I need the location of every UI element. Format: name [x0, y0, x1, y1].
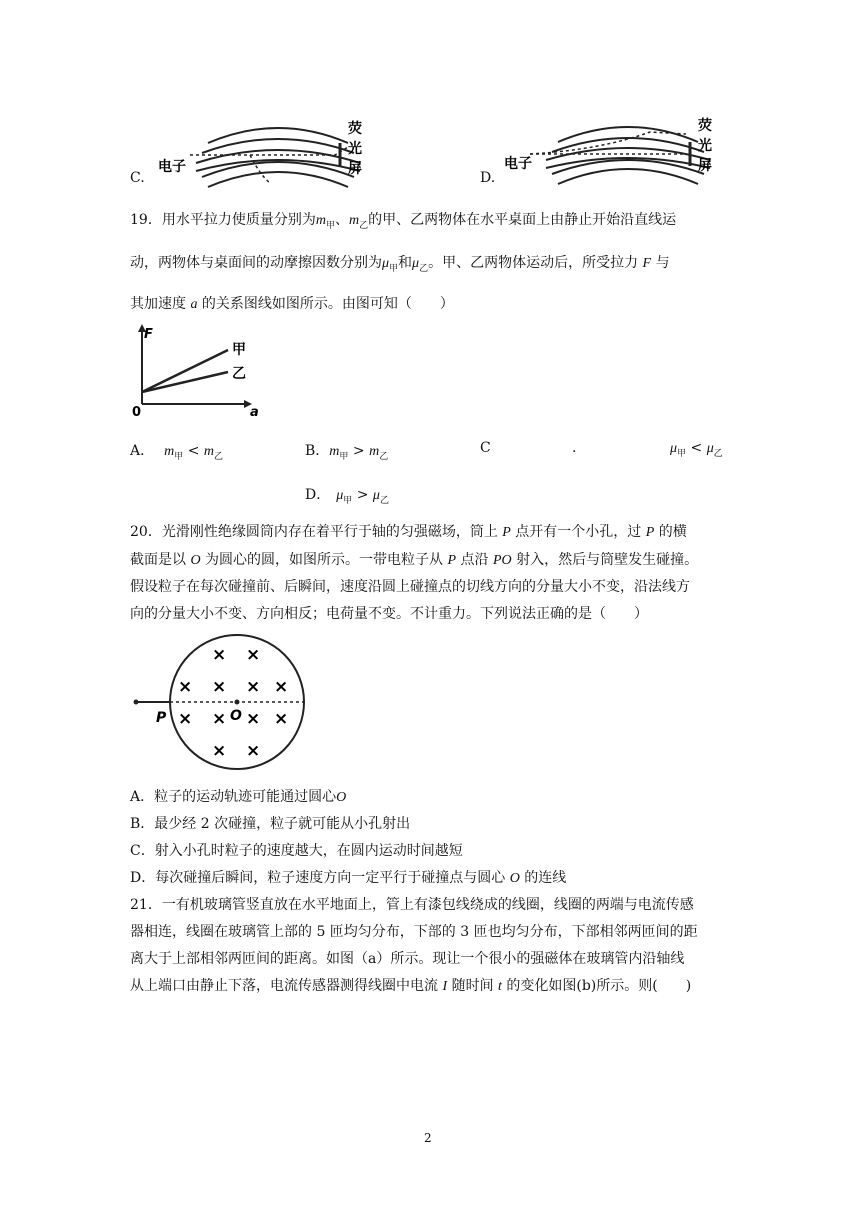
q19-option-a: A． $m_甲 < m_乙$	[130, 443, 224, 462]
electron-label-c: 电子	[158, 159, 186, 175]
q20-line-3: 假设粒子在每次碰撞前、后瞬间，速度沿圆上碰撞点的切线方向的分量大小不变，沿法线方	[130, 579, 690, 595]
field-mark: ×	[246, 741, 261, 761]
field-mark: ×	[274, 709, 289, 729]
q19-option-c-dot: .	[572, 440, 577, 456]
field-mark: ×	[178, 677, 193, 697]
field-mark: ×	[212, 677, 227, 697]
graph-yi-label: 乙	[232, 366, 246, 382]
field-mark: ×	[178, 709, 193, 729]
option-c-label: C.	[130, 170, 145, 186]
electron-field-figure-c	[150, 115, 380, 190]
q19-option-b: B．$m_甲 > m_乙$	[305, 443, 389, 462]
graph-a-label: a	[250, 405, 259, 417]
field-mark: ×	[212, 741, 227, 761]
q19-option-d: D． $\mu_甲 > \mu_乙$	[305, 487, 389, 506]
screen-label-c1: 荧	[348, 121, 362, 137]
screen-label-d3: 屏	[698, 158, 712, 174]
q19-line-1: 19．用水平拉力使质量分别为$m_甲$、$m_乙$的甲、乙两物体在水平桌面上由静止开始沿直线运	[130, 212, 677, 231]
q20-option-d: D．每次碰撞后瞬间，粒子速度方向一定平行于碰撞点与圆心 O 的连线	[130, 870, 567, 886]
field-mark: ×	[274, 677, 289, 697]
q19-option-c: $\mu_甲 < \mu_乙$	[670, 440, 723, 459]
magnetic-cylinder-figure	[128, 628, 308, 778]
electron-label-d: 电子	[504, 156, 532, 172]
q20-line-2: 截面是以 O 为圆心的圆，如图所示。一带电粒子从 P 点沿 PO 射入，然后与筒壁发生碰撞。	[130, 552, 699, 568]
field-mark: ×	[212, 645, 227, 665]
q20-option-a: A．粒子的运动轨迹可能通过圆心O	[130, 789, 347, 805]
q20-option-c: C．射入小孔时粒子的速度越大，在圆内运动时间越短	[130, 843, 463, 859]
q21-line-3: 离大于上部相邻两匝间的距离。如图（a）所示。现让一个很小的强磁体在玻璃管内沿轴线	[130, 951, 685, 967]
q20-line-4: 向的分量大小不变、方向相反；电荷量不变。不计重力。下列说法正确的是（ ）	[130, 606, 648, 622]
q20-line-1: 20．光滑刚性绝缘圆筒内存在着平行于轴的匀强磁场，筒上 P 点开有一个小孔，过 P 的横	[130, 524, 687, 540]
figure-o-label: O	[230, 708, 242, 724]
graph-jia-label: 甲	[232, 342, 246, 358]
option-d-label: D.	[480, 170, 496, 186]
screen-label-c2: 光	[348, 141, 362, 157]
page-number: 2	[424, 1131, 432, 1145]
graph-f-label: F	[144, 327, 153, 342]
graph-origin-label: 0	[132, 405, 142, 417]
q19-option-c-label: C	[480, 440, 491, 456]
q21-line-1: 21．一有机玻璃管竖直放在水平地面上，管上有漆包线绕成的线圈，线圈的两端与电流传感	[130, 897, 694, 913]
field-mark: ×	[246, 709, 261, 729]
electron-field-figure-d	[500, 112, 730, 190]
figure-p-label: P	[156, 710, 167, 726]
screen-label-c3: 屏	[348, 161, 362, 177]
q21-line-2: 器相连，线圈在玻璃管上部的 5 匝均匀分布，下部的 3 匝也均匀分布，下部相邻两匝间的距	[130, 924, 698, 940]
field-mark: ×	[212, 709, 227, 729]
q19-line-2: 动，两物体与桌面间的动摩擦因数分别为$\mu_甲$和$\mu_乙$。甲、乙两物体运动后，所受拉力 F 与	[130, 255, 670, 274]
screen-label-d1: 荧	[698, 118, 712, 134]
q20-option-b: B．最少经 2 次碰撞，粒子就可能从小孔射出	[130, 816, 411, 832]
field-mark: ×	[246, 645, 261, 665]
field-mark: ×	[246, 677, 261, 697]
q21-line-4: 从上端口由静止下落，电流传感器测得线圈中电流 I 随时间 t 的变化如图(b)所示。则( )	[130, 978, 692, 994]
q19-line-3: 其加速度 a 的关系图线如图所示。由图可知（ ）	[130, 296, 454, 312]
force-acceleration-graph	[128, 322, 268, 417]
screen-label-d2: 光	[698, 138, 712, 154]
